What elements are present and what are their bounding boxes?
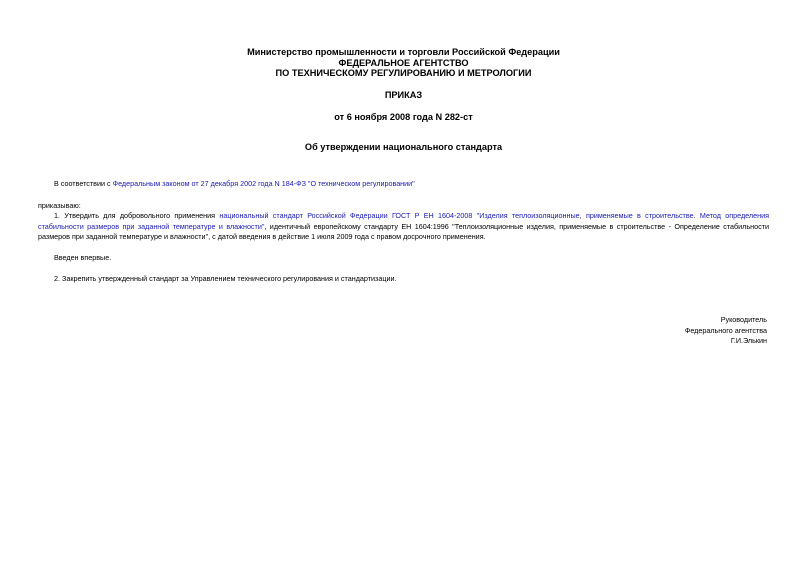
agency-name-line1: ФЕДЕРАЛЬНОЕ АГЕНТСТВО [338, 57, 469, 68]
item1-start: 1. Утвердить для добровольного применения [54, 211, 220, 220]
signature-position: Руководитель [720, 315, 767, 324]
standard-link[interactable]: национальный стандарт Российской Федерации ГОСТ Р ЕН 1604-2008 "Изделия теплоизоляционные, применяемые в строительстве. Метод определения стабильности размеров при заданной температуре и влажности" [38, 211, 769, 231]
agency-name-line2: ПО ТЕХНИЧЕСКОМУ РЕГУЛИРОВАНИЮ И МЕТРОЛОГИИ [275, 68, 532, 78]
intro-paragraph [38, 179, 769, 190]
signature-block [685, 315, 767, 347]
intro-text: В соответствии с [54, 179, 113, 188]
federal-law-link[interactable]: Федеральным законом от 27 декабря 2002 года N 184-ФЗ "О техническом регулировании" [112, 179, 415, 188]
order-date-number: от 6 ноября 2008 года N 282-ст [334, 112, 473, 122]
document-header [0, 47, 807, 79]
item1-paragraph [38, 211, 769, 243]
signature-organization: Федерального агентства [684, 325, 767, 335]
signature-name: Г.И.Элькин [730, 336, 767, 346]
order-title: ПРИКАЗ [384, 90, 423, 100]
introduced-note: Введен впервые. [54, 253, 112, 262]
item1-end: , идентичный европейскому стандарту ЕН 1604:1996 "Теплоизоляционные изделия, применяемые в строительстве - Определение стабильности размеров при заданной температуре и влажности", с датой введения в действие 1 июля 2009 года с правом досрочного применения. [38, 221, 769, 242]
ministry-name: Министерство промышленности и торговли Российской Федерации [247, 47, 560, 57]
order-word: приказываю: [38, 201, 81, 210]
item2-paragraph: 2. Закрепить утвержденный стандарт за Управлением технического регулирования и стандартизации. [54, 274, 397, 283]
order-subject: Об утверждении национального стандарта [304, 142, 503, 152]
